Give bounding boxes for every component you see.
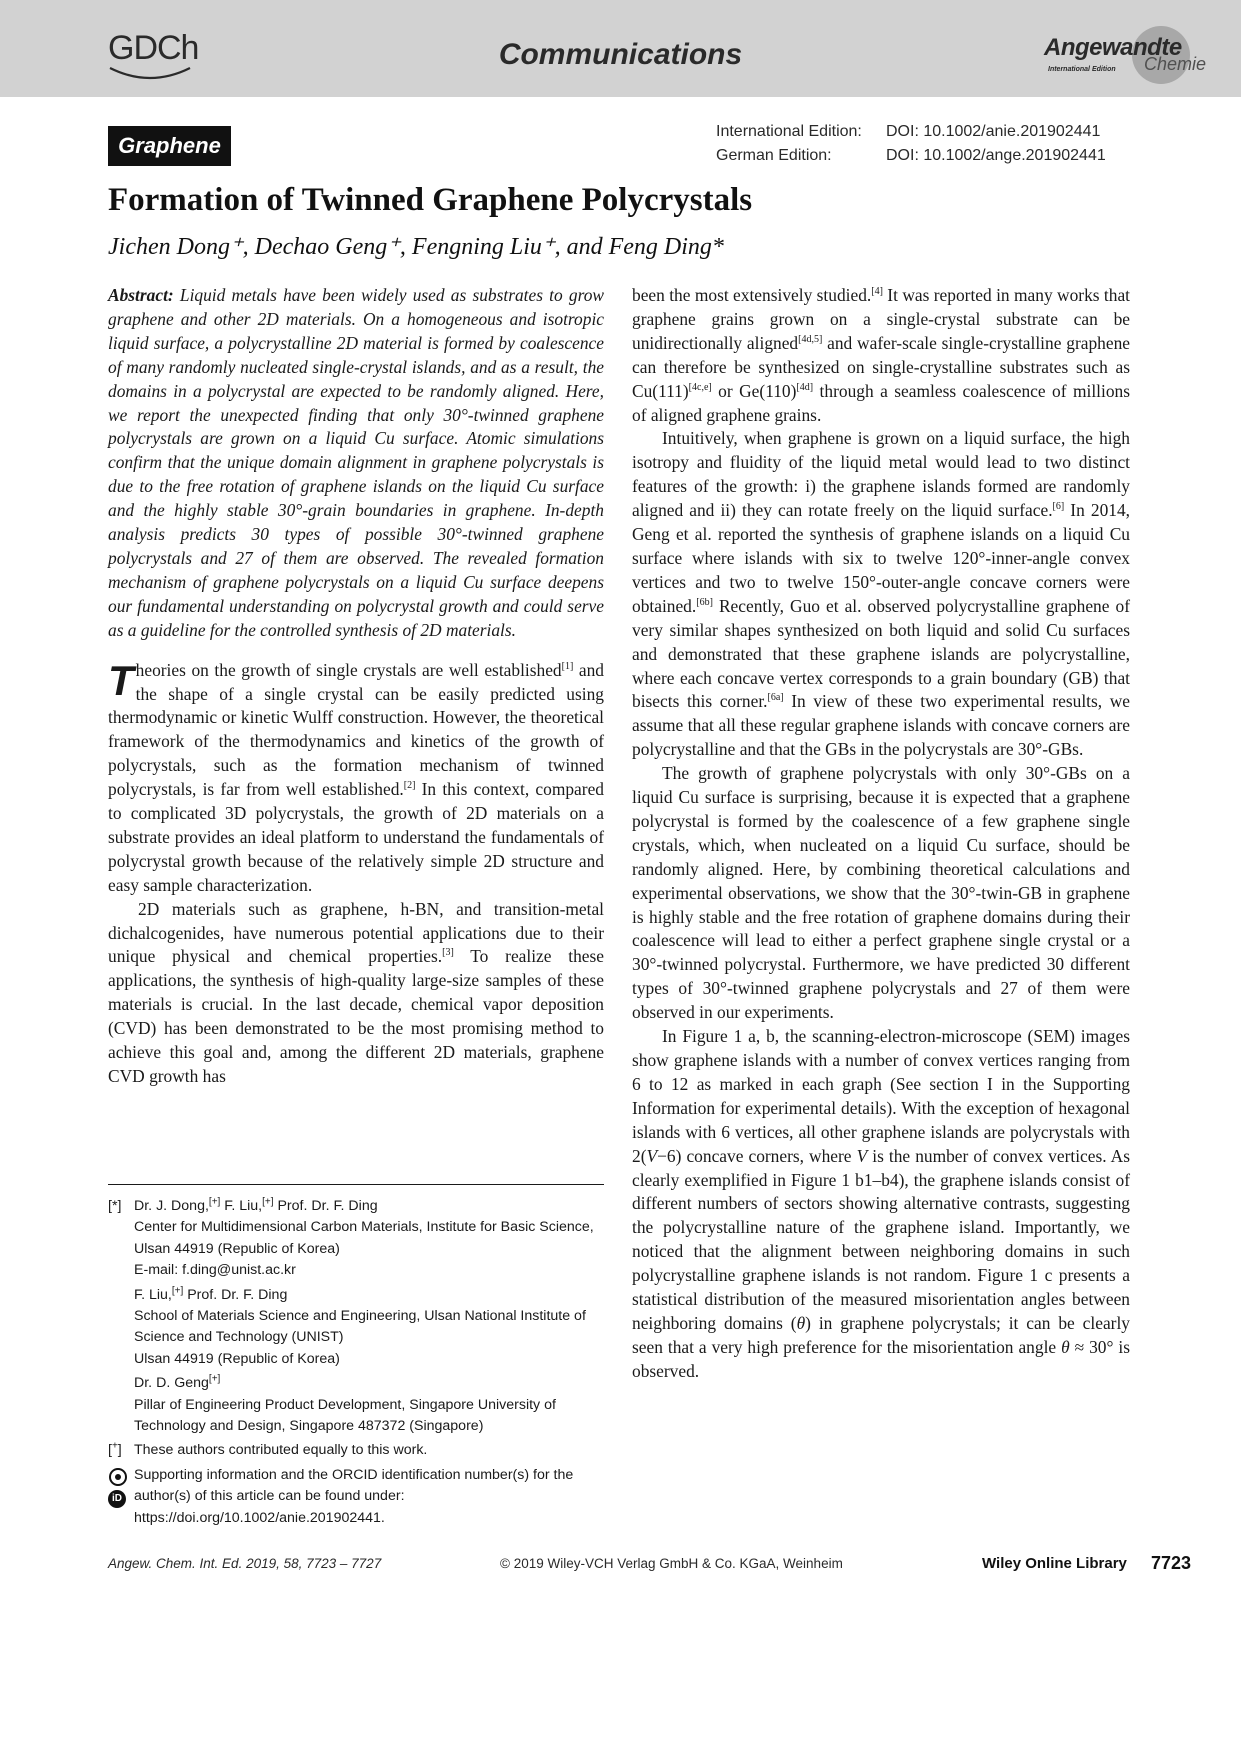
left-column bbox=[108, 284, 604, 1089]
email-link[interactable]: f.ding@unist.ac.kr bbox=[182, 1262, 296, 1279]
equal-contribution-note: [+] These authors contributed equally to this work. bbox=[108, 1440, 428, 1459]
doi-international: International Edition: DOI: 10.1002/anie.201902441 bbox=[716, 123, 1101, 140]
body-paragraph: In Figure 1 a, b, the scanning-electron-microscope (SEM) images show graphene islands with a number of convex vertices ranging from 6 to 12 as marked in each graph (See section I in the Supporting Information for experimental details). With the exception of hexagonal islands with 6 vertices, all other graphene islands are polycrystals with 2(V−6) concave corners, where V is the number of convex vertices. As clearly exemplified in Figure 1 b1–b4), the graphene islands consist of different numbers of sectors showing alternative contrasts, suggesting the polycrystalline nature of the graphene island. Importantly, we noticed that the alignment between neighboring domains in such polycrystalline graphene islands is not random. Figure 1 c presents a statistical distribution of the measured misorientation angles between neighboring domains (θ) in graphene polycrystals; it can be clearly seen that a very high preference for the misorientation angle θ ≈ 30° is observed. bbox=[632, 1026, 1130, 1381]
footnote-mark: [*] bbox=[108, 1198, 122, 1214]
body-paragraph: been the most extensively studied.[4] It was reported in many works that graphene grains grown on a single-crystal substrate can be unidirectionally aligned[4d,5] and wafer-scale single-crystalline graphene can therefore be synthesized on single-crystalline substrates such as Cu(111)[4c,e] or Ge(110)[4d] through a seamless coalescence of millions of aligned graphene grains. bbox=[632, 285, 1130, 425]
body-paragraph: The growth of graphene polycrystals with only 30°-GBs on a liquid Cu surface is surprising, because it is expected that a graphene polycrystal is formed by the coalescence of a few graphene single crystals, which, when nucleated on a liquid Cu surface, should be randomly aligned. Here, by combining theoretical calculations and experimental observations, we show that the 30°-twin-GB in graphene is highly stable and the free rotation of graphene domains during their coalescence will lead to either a perfect graphene single crystal or a 30°-twinned polycrystal. Furthermore, we have predicted 30 different types of 30°-twinned graphene polycrystals and 27 of them were observed in our experiments. bbox=[632, 763, 1130, 1023]
abstract: Abstract: Liquid metals have been widely used as substrates to grow graphene and other 2D materials. On a homogeneous and isotropic liquid surface, a polycrystalline 2D material is formed by coalescence of many randomly nucleated single-crystal islands, and as a result, the domains in a polycrystal are expected to be randomly aligned. Here, we report the unexpected finding that only 30°-twinned graphene polycrystals are grown on a liquid Cu surface. Atomic simulations confirm that the unique domain alignment in graphene polycrystals is due to the free rotation of graphene islands on the liquid Cu surface and the highly stable 30°-grain boundaries in graphene. In-depth analysis predicts 30 types of possible 30°-twinned graphene polycrystals and 27 of them are observed. The revealed formation mechanism of graphene polycrystals on a liquid Cu surface deepens our fundamental understanding on polycrystal growth and could serve as a guideline for the controlled synthesis of 2D materials. bbox=[108, 285, 604, 640]
body-paragraph: 2D materials such as graphene, h-BN, and transition-metal dichalcogenides, have numerous potential applications due to their unique physical and chemical properties.[3] To realize these applications, the synthesis of high-quality large-size samples of these materials is crucial. In the last decade, chemical vapor deposition (CVD) has been demonstrated to be the most promising method to achieve this goal and, among the different 2D materials, graphene CVD growth has bbox=[108, 898, 604, 1086]
footnote-divider bbox=[108, 1184, 604, 1185]
doi-international-link[interactable]: DOI: 10.1002/anie.201902441 bbox=[886, 123, 1101, 140]
article-authors: Jichen Dong⁺, Dechao Geng⁺, Fengning Liu⁺, and Feng Ding* bbox=[108, 234, 724, 260]
angewandte-logo-title: Angewandte bbox=[1044, 34, 1182, 61]
body-paragraph: Theories on the growth of single crystals are well established[1] and the shape of a single crystal can be easily predicted using thermodynamic or kinetic Wulff construction. However, the theoretical framework of the thermodynamics and kinetics of the growth of polycrystals, such as the formation mechanism of twinned polycrystals, is far from well established.[2] In this context, compared to complicated 3D polycrystals, the growth of 2D materials on a substrate provides an ideal platform to understand the fundamentals of polycrystal growth because of the relatively simple 2D structure and easy sample characterization. bbox=[108, 656, 604, 895]
body-paragraph: Intuitively, when graphene is grown on a liquid surface, the high isotropy and fluidity of the liquid metal would lead to two distinct features of the growth: i) the graphene islands formed are randomly aligned and ii) they can rotate freely on the liquid surface.[6] In 2014, Geng et al. reported the synthesis of graphene islands on a liquid Cu surface where islands with six to twelve 120°-inner-angle convex vertices and two to twelve 150°-outer-angle concave corners were obtained.[6b] Recently, Guo et al. observed polycrystalline graphene of very similar shapes synthesized on both liquid and solid Cu surfaces and demonstrated that these graphene islands are polycrystalline, where each concave vertex corresponds to a grain boundary (GB) that bisects this corner.[6a] In view of these two experimental results, we assume that all these regular graphene islands with concave corners are polycrystalline and that the GBs in the polycrystals are 30°-GBs. bbox=[632, 428, 1131, 760]
page-footer bbox=[108, 1553, 1208, 1580]
footnotes bbox=[108, 1196, 608, 1529]
page-header bbox=[0, 0, 1241, 97]
section-title: Communications bbox=[498, 38, 743, 71]
page-number: 7723 bbox=[1151, 1553, 1192, 1573]
doi-german-link[interactable]: DOI: 10.1002/ange.201902441 bbox=[886, 147, 1106, 164]
angewandte-logo bbox=[1040, 26, 1210, 86]
supporting-info-icon bbox=[108, 1467, 128, 1487]
orcid-icon: iD bbox=[108, 1490, 126, 1508]
footer-wiley-online-library[interactable]: Wiley Online Library bbox=[982, 1555, 1127, 1572]
drop-cap: T bbox=[108, 656, 134, 704]
doi-info bbox=[716, 120, 1106, 168]
right-column bbox=[632, 284, 1130, 1384]
doi-german: German Edition: DOI: 10.1002/ange.201902441 bbox=[716, 147, 1106, 164]
supporting-info-link[interactable]: https://doi.org/10.1002/anie.201902441. bbox=[134, 1509, 385, 1526]
article-title: Formation of Twinned Graphene Polycrystals bbox=[108, 182, 753, 218]
footer-journal-citation: Angew. Chem. Int. Ed. 2019, 58, 7723 – 7727 bbox=[108, 1556, 382, 1571]
supporting-info-note: iD Supporting information and the ORCID identification number(s) for the author(s) of this article can be found under: https://doi.org/10.1002/anie.201902441. bbox=[108, 1465, 608, 1529]
angewandte-logo-chemie: Chemie bbox=[1144, 54, 1207, 74]
affiliation-block: [*] Dr. J. Dong,[+] F. Liu,[+] Prof. Dr. F. Ding Center for Multidimensional Carbon Materials, Institute for Basic Science, Ulsan 44919 (Republic of Korea) E-mail: f.ding@unist.ac.kr F. Liu,[+] Prof. Dr. F. Ding School of Materials Science and Engineering, Ulsan National Institute of Science and Technology (UNIST) Ulsan 44919 (Republic of Korea) Dr. D. Geng[+] Pillar of Engineering Product Development, Singapore University of Technology and Design, Singapore 487372 (Singapore) bbox=[108, 1196, 594, 1435]
angewandte-logo-edition: International Edition bbox=[1048, 66, 1116, 73]
footer-copyright: © 2019 Wiley-VCH Verlag GmbH & Co. KGaA, Weinheim bbox=[500, 1556, 843, 1571]
topic-tag: Graphene bbox=[108, 126, 231, 166]
gdch-logo-text: GDCh bbox=[108, 29, 199, 67]
